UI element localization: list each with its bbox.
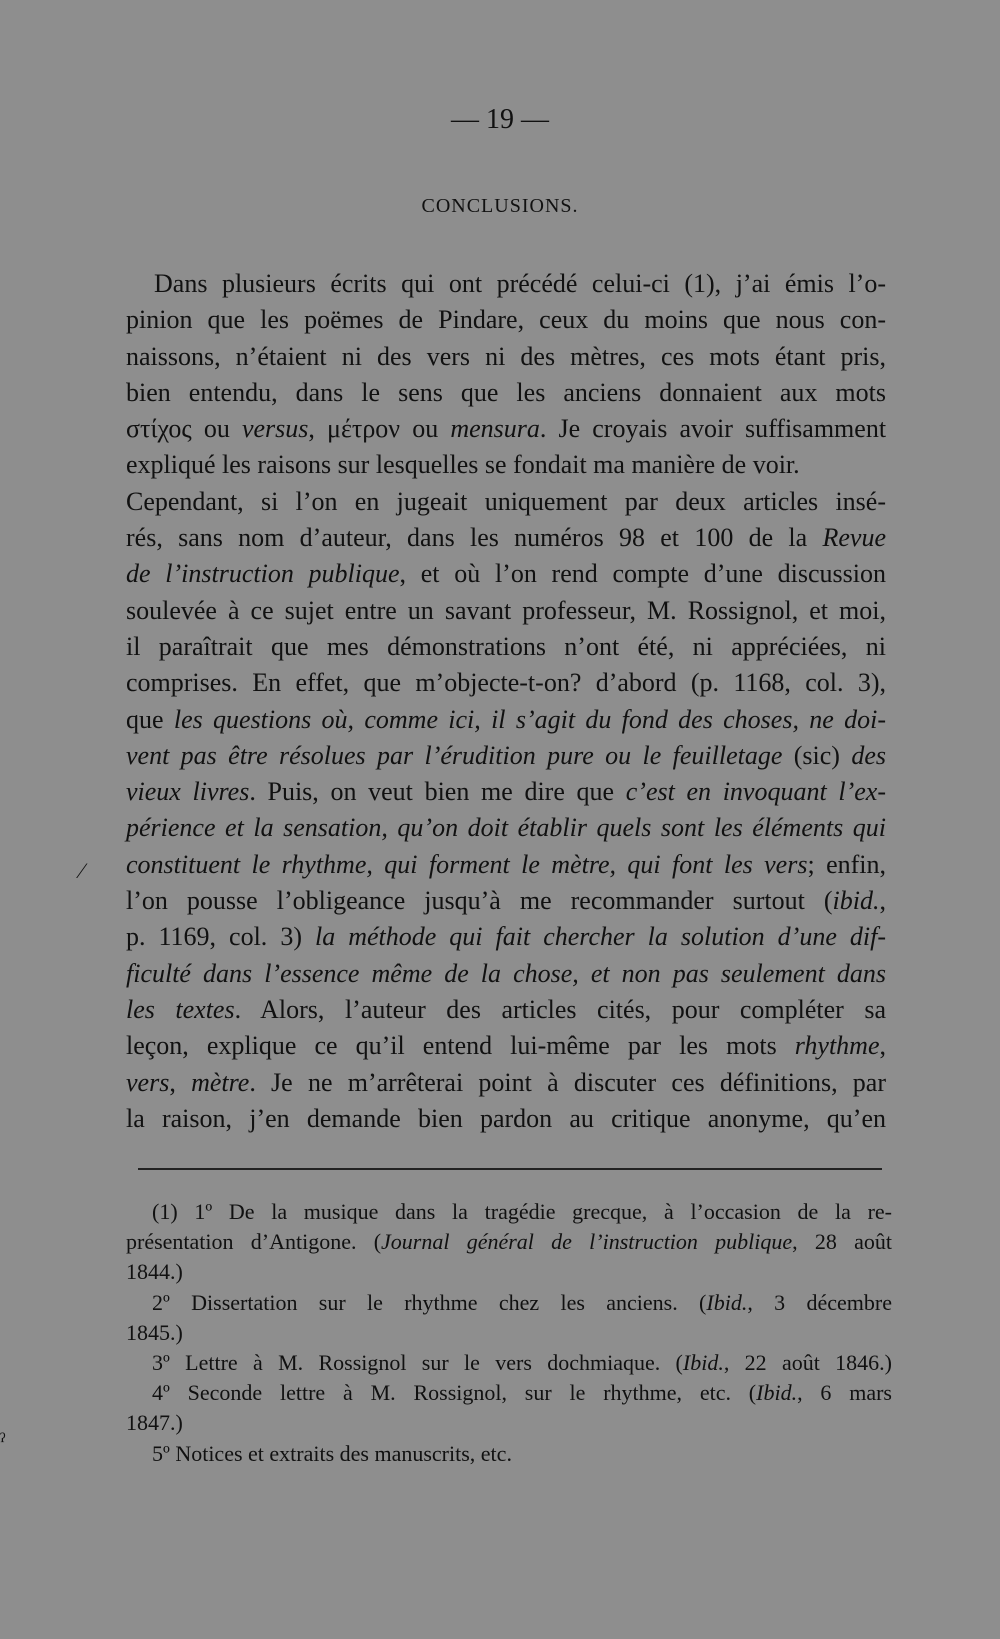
body-line: bien entendu, dans le sens que les anciens donnaient aux mots [126,377,886,407]
body-line: périence et la sensation, qu’on doit établir quels sont les éléments qui [126,813,886,843]
body-text [126,266,886,1137]
body-line: vent pas être résolues par l’érudition pure ou le feuilletage (sic) des [126,740,886,770]
body-line: rés, sans nom d’auteur, dans les numéros 98 et 100 de la Revue [126,523,886,553]
margin-mark: ˀ [0,1428,6,1453]
footnote-line: 3º Lettre à M. Rossignol sur le vers dochmiaque. (Ibid., 22 août 1846.) [152,1349,893,1375]
body-line: leçon, explique ce qu’il entend lui-même par les mots rhythme, [126,1031,886,1061]
body-line: Dans plusieurs écrits qui ont précédé celui-ci (1), j’ai émis l’o- [154,269,886,298]
body-line: il paraîtrait que mes démonstrations n’ont été, ni appréciées, ni [126,631,886,661]
body-line: p. 1169, col. 3) la méthode qui fait chercher la solution d’une dif- [126,922,886,952]
body-line: l’on pousse l’obligeance jusqu’à me recommander surtout (ibid., [126,886,886,916]
footnote-line: 1847.) [126,1410,183,1436]
body-line: constituent le rhythme, qui forment le mètre, qui font les vers; enfin, [126,849,886,879]
footnotes [126,1197,892,1469]
footnote-rule [138,1168,882,1170]
footnote-line: 2º Dissertation sur le rhythme chez les anciens. (Ibid., 3 décembre [152,1289,893,1315]
body-line: naissons, n’étaient ni des vers ni des mètres, ces mots étant pris, [126,341,886,371]
body-line: les textes. Alors, l’auteur des articles cités, pour compléter sa [126,994,886,1024]
body-line: vers, mètre. Je ne m’arrêterai point à discuter ces définitions, par [126,1067,887,1097]
body-line: que les questions où, comme ici, il s’agit du fond des choses, ne doi- [126,704,886,734]
footnote-line: 5º Notices et extraits des manuscrits, etc. [152,1440,512,1466]
margin-mark: ⁄ [80,858,84,883]
page-number: — 19 — [451,104,549,135]
footnote-line: 1845.) [126,1319,183,1345]
body-line: vieux livres. Puis, on veut bien me dire que c’est en invoquant l’ex- [126,777,886,807]
body-line: στίχος ou versus, μέτρον ou mensura. Je croyais avoir suffisamment [126,414,887,444]
body-line: soulevée à ce sujet entre un savant professeur, M. Rossignol, et moi, [126,595,886,625]
body-line: expliqué les raisons sur lesquelles se fondait ma manière de voir. [126,450,800,480]
footnote-line: 4º Seconde lettre à M. Rossignol, sur le rhythme, etc. (Ibid., 6 mars [152,1380,892,1406]
footnote-line: présentation d’Antigone. (Journal général de l’instruction publique, 28 août [126,1229,892,1255]
body-line: ficulté dans l’essence même de la chose, et non pas seulement dans [126,958,886,988]
body-line: la raison, j’en demande bien pardon au critique anonyme, qu’en [126,1103,886,1133]
body-line: comprises. En effet, que m’objecte-t-on? d’abord (p. 1168, col. 3), [126,668,886,698]
body-line: de l’instruction publique, et où l’on rend compte d’une discussion [126,559,886,589]
footnote-line: 1844.) [126,1259,183,1285]
body-line: pinion que les poëmes de Pindare, ceux du moins que nous con- [126,305,886,335]
section-heading: CONCLUSIONS. [421,195,579,217]
body-line: Cependant, si l’on en jugeait uniquement par deux articles insé- [126,486,886,516]
footnote-line: (1) 1º De la musique dans la tragédie grecque, à l’occasion de la re- [152,1199,892,1224]
